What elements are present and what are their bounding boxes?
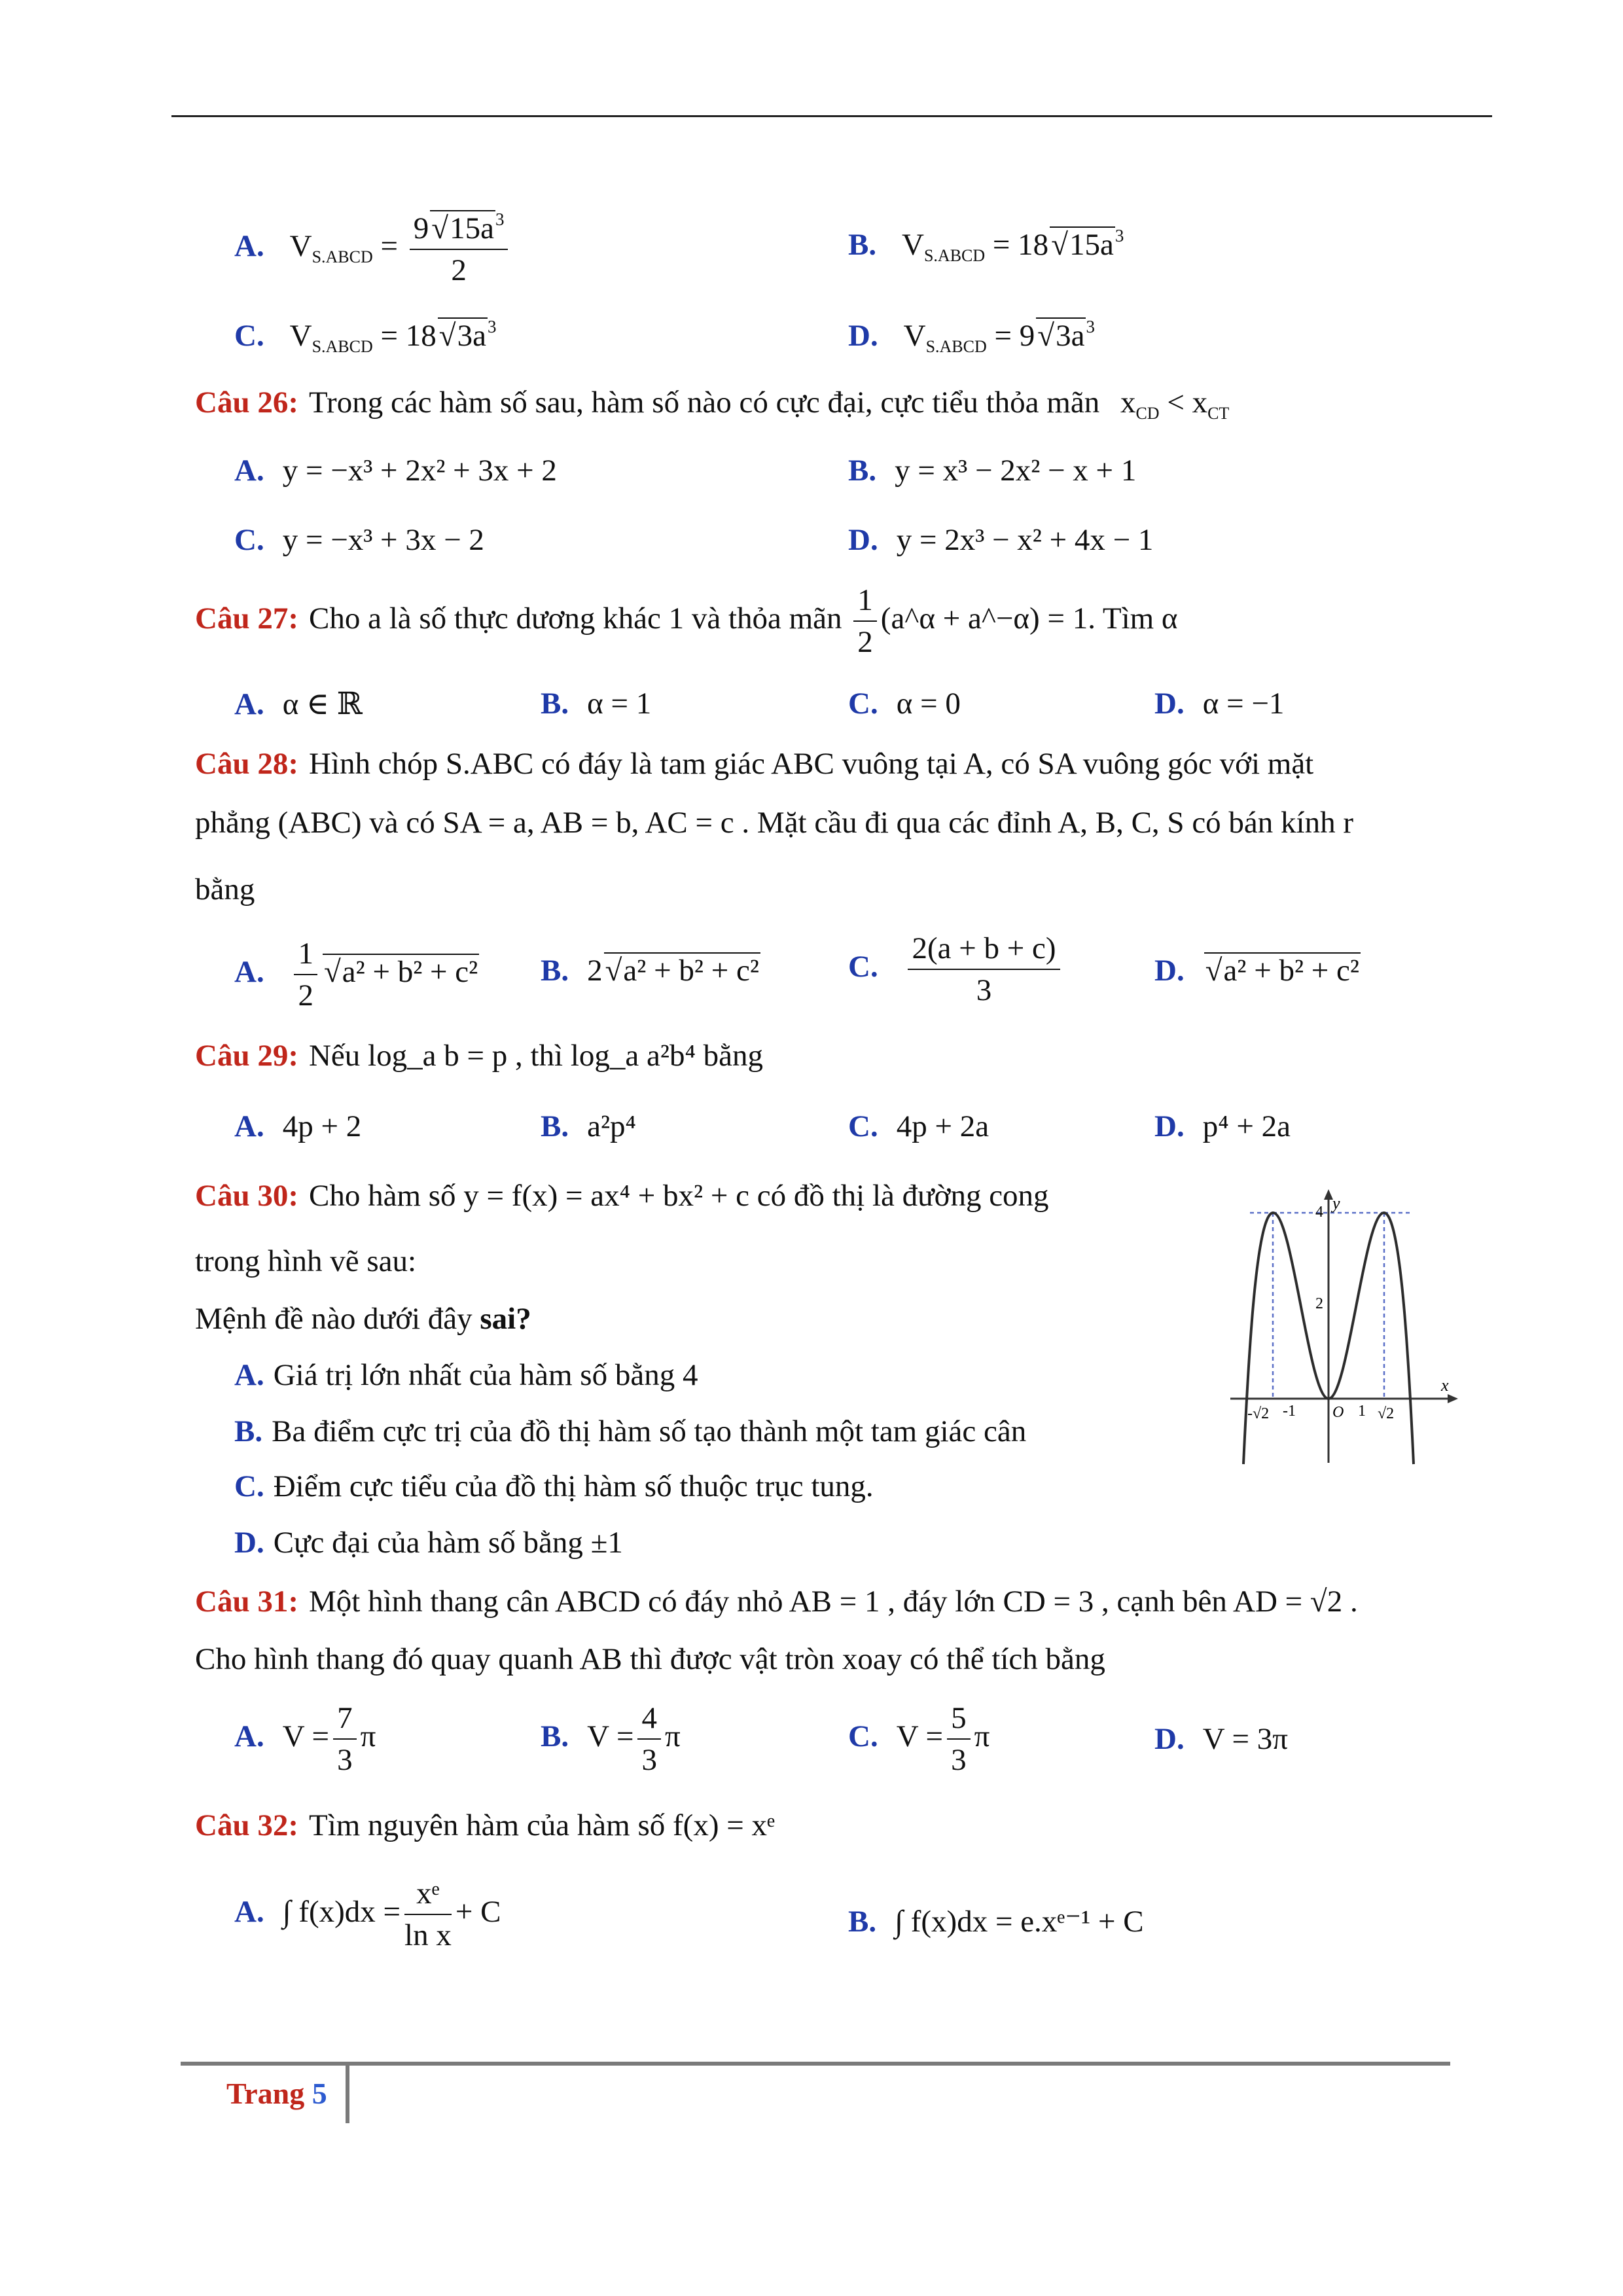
q31-option-c[interactable]: C. V = $\frac{5}{3}$ π (848, 1701, 990, 1778)
q26-option-b[interactable]: B. y = x³ − 2x² − x + 1 (848, 454, 1137, 488)
x-axis-label: x (1441, 1376, 1449, 1395)
q26-option-c[interactable]: C. y = −x³ + 3x − 2 (234, 523, 484, 557)
q25-option-c[interactable]: C. $V_{S.ABCD} = 18√$ $3a^3$ (234, 317, 496, 357)
y-axis-label: y (1332, 1194, 1340, 1213)
q28-option-a[interactable]: A. $\frac{1}{2}$ √ a² + b² + c² (234, 936, 479, 1013)
q27-stem: Câu 27: Cho a là số thực dương khác 1 và thỏa mãn $\frac{1}{2}$ (a^α + a^−α) = 1. Tìm α (195, 583, 1178, 660)
q26-option-d[interactable]: D. y = 2x³ − x² + 4x − 1 (848, 523, 1154, 557)
q25-option-b[interactable]: B. $V_{S.ABCD} = 18√$ $15a^3$ (848, 226, 1124, 266)
q29-option-b[interactable]: B. a²p⁴ (541, 1109, 636, 1143)
q28-stem-line1: Câu 28: Hình chóp S.ABC có đáy là tam giác ABC vuông tại A, có SA vuông góc với mặt (195, 747, 1314, 781)
q26-option-a[interactable]: A. y = −x³ + 2x² + 3x + 2 (234, 454, 557, 488)
xtick-1: 1 (1358, 1403, 1366, 1420)
ytick-4: 4 (1315, 1204, 1323, 1221)
q27-option-d[interactable]: D. α = −1 (1154, 687, 1285, 721)
q31-option-a[interactable]: A. V = $\frac{7}{3}$ π (234, 1701, 376, 1778)
q27-option-b[interactable]: B. α = 1 (541, 687, 652, 721)
q32-option-a[interactable]: A. ∫ f(x)dx = $\frac{\text{xᵉ}}{\text{ln x}}$ + C (234, 1876, 501, 1953)
ytick-2: 2 (1315, 1295, 1323, 1312)
xtick-neg1: -1 (1283, 1403, 1296, 1420)
q25-option-d[interactable]: D. $V_{S.ABCD} = 9√$ $3a^3$ (848, 317, 1095, 357)
xtick-sqrt2: √2 (1378, 1405, 1395, 1422)
q30-option-a[interactable]: A. Giá trị lớn nhất của hàm số bằng 4 (234, 1358, 698, 1392)
origin-label: O (1332, 1404, 1344, 1421)
q29-stem: Câu 29: Nếu log_a b = p , thì log_a a²b⁴ bằng (195, 1039, 763, 1073)
header-rule (171, 115, 1492, 117)
q30-stem-line2: trong hình vẽ sau: (195, 1244, 417, 1278)
q30-function-graph (1211, 1188, 1459, 1476)
q30-stem-line1: Câu 30: Cho hàm số y = f(x) = ax⁴ + bx² + c có đồ thị là đường cong (195, 1179, 1049, 1213)
q31-option-d[interactable]: D. V = 3π (1154, 1722, 1289, 1756)
footer-rule (181, 2062, 1450, 2066)
page-number: Trang 5 (226, 2077, 327, 2110)
q30-stem-line3: Mệnh đề nào dưới đây sai? (195, 1302, 531, 1336)
q25-option-a[interactable]: A. $V_{S.ABCD}$ = $\frac{9√ 15a^3}{2}$ (234, 209, 512, 288)
q32-option-b[interactable]: B. ∫ f(x)dx = e.xᵉ⁻¹ + C (848, 1905, 1144, 1939)
q32-stem: Câu 32: Tìm nguyên hàm của hàm số f(x) = xᵉ (195, 1808, 776, 1842)
q27-option-a[interactable]: A. α ∈ ℝ (234, 687, 363, 721)
option-label: A. (234, 228, 264, 263)
q30-option-d[interactable]: D. Cực đại của hàm số bằng ±1 (234, 1526, 623, 1560)
q26-stem: Câu 26: Trong các hàm số sau, hàm số nào có cực đại, cực tiểu thỏa mãn $x_{CD} < x_{CT}$ (195, 386, 1230, 423)
q31-stem-line2: Cho hình thang đó quay quanh AB thì được vật tròn xoay có thể tích bằng (195, 1642, 1105, 1676)
q28-option-b[interactable]: B. 2√ a² + b² + c² (541, 953, 760, 988)
q31-option-b[interactable]: B. V = $\frac{4}{3}$ π (541, 1701, 681, 1778)
q28-stem-line2: phẳng (ABC) và có SA = a, AB = b, AC = c . Mặt cầu đi qua các đỉnh A, B, C, S có bán kính r (195, 806, 1354, 840)
footer-divider (346, 2066, 349, 2123)
q28-option-c[interactable]: C. $\frac{2(a + b + c)}{3}$ (848, 931, 1064, 1008)
q29-option-d[interactable]: D. p⁴ + 2a (1154, 1109, 1291, 1143)
q28-option-d[interactable]: D.√ a² + b² + c² (1154, 953, 1361, 988)
q29-option-a[interactable]: A. 4p + 2 (234, 1109, 362, 1143)
q28-stem-line3: bằng (195, 872, 255, 906)
q30-option-b[interactable]: B. Ba điểm cực trị của đồ thị hàm số tạo thành một tam giác cân (234, 1414, 1027, 1448)
q30-option-c[interactable]: C. Điểm cực tiểu của đồ thị hàm số thuộc trục tung. (234, 1469, 874, 1503)
q27-option-c[interactable]: C. α = 0 (848, 687, 961, 721)
xtick-neg-sqrt2: -√2 (1247, 1405, 1270, 1422)
q29-option-c[interactable]: C. 4p + 2a (848, 1109, 990, 1143)
y-axis-arrow (1324, 1189, 1333, 1200)
x-axis-arrow (1448, 1394, 1458, 1403)
q31-stem-line1: Câu 31: Một hình thang cân ABCD có đáy nhỏ AB = 1 , đáy lớn CD = 3 , cạnh bên AD = √2 . (195, 1585, 1358, 1619)
